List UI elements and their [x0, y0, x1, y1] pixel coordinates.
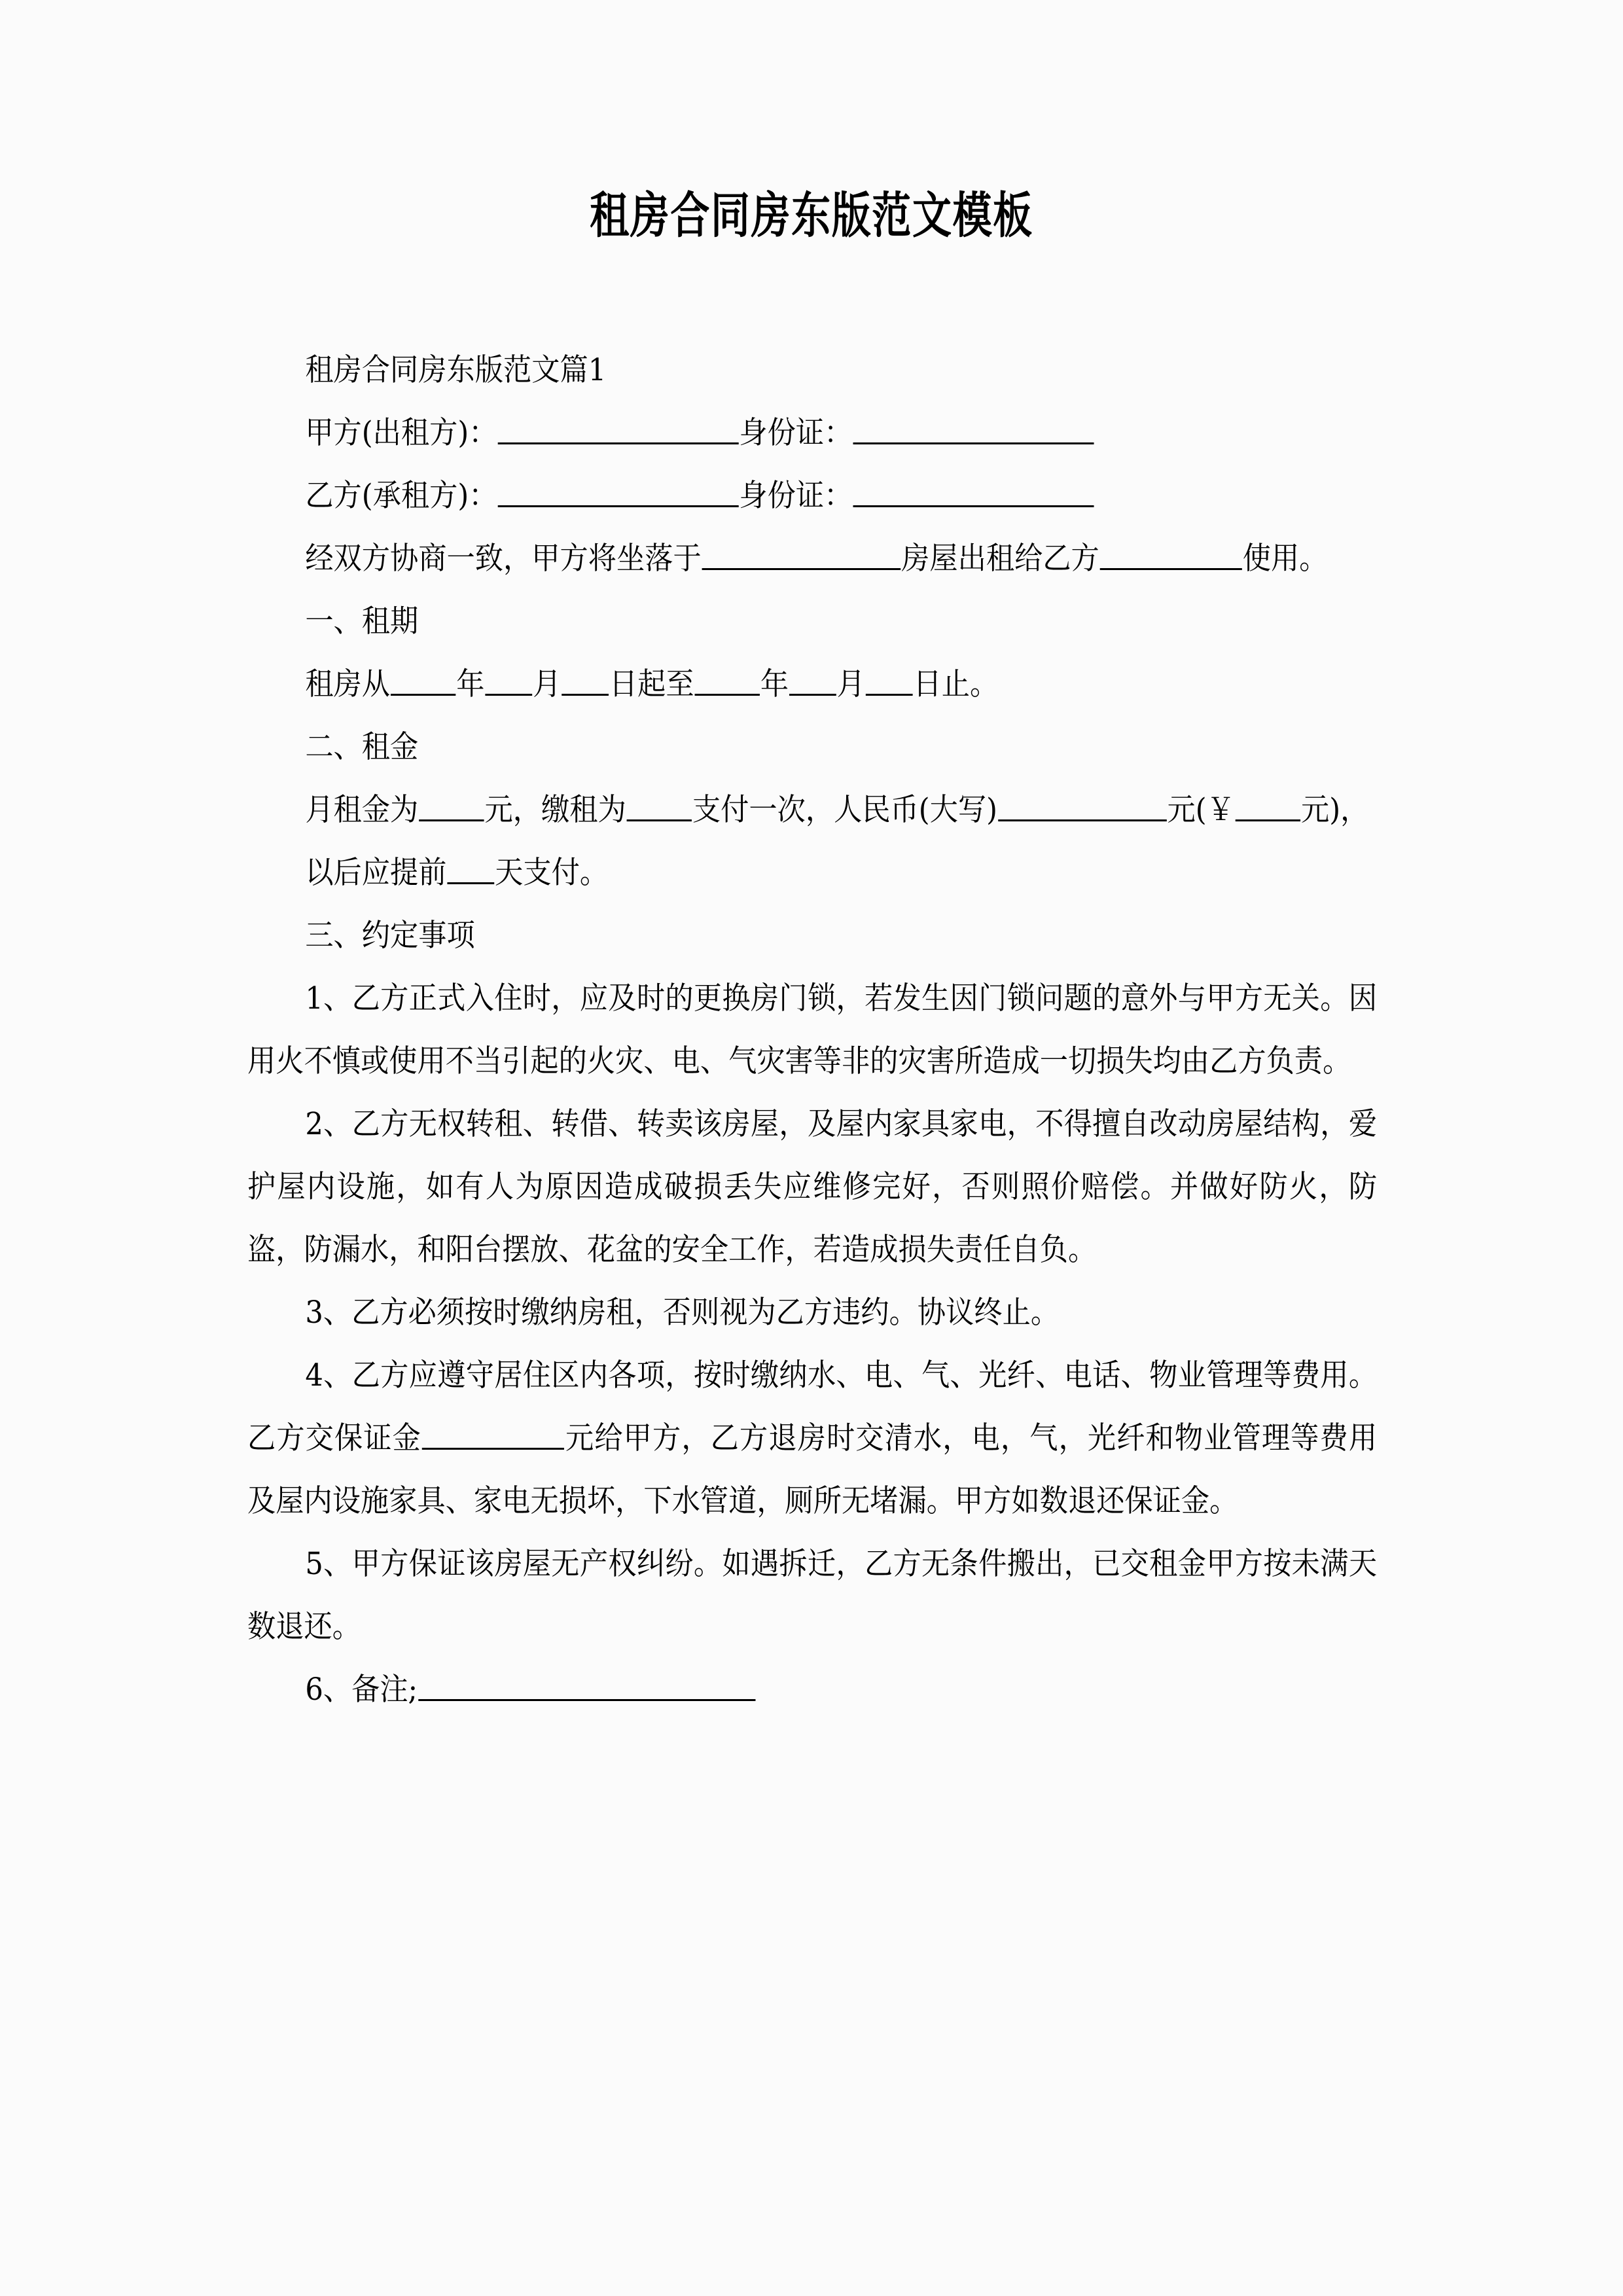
lease-term-segment-5: 年 — [760, 666, 789, 702]
preamble-segment-2: 房屋出租给乙方 — [901, 541, 1099, 577]
clause-6-label: 备注; — [351, 1672, 418, 1708]
clause-5-text: 甲方保证该房屋无产权纠纷。如遇拆迁，乙方无条件搬出，已交租金甲方按未满天数退还。 — [247, 1546, 1378, 1645]
advance-segment-2: 天支付。 — [495, 855, 609, 891]
article-heading — [247, 339, 1377, 402]
lease-term-segment-7: 日止。 — [913, 666, 999, 702]
clause-1-text: 乙方正式入住时，应及时的更换房门锁，若发生因门锁问题的意外与甲方无关。因用火不慎或使用不当引起的火灾、电、气灾害等非的灾害所造成一切损失均由乙方负责。 — [247, 980, 1378, 1079]
section-2-heading-text: 二、租金 — [305, 729, 419, 765]
lease-term-segment-6: 月 — [836, 666, 865, 702]
rent-segment-2: 元，缴租为 — [484, 792, 626, 828]
tenant-usage-field[interactable] — [1100, 541, 1242, 570]
clause-4-segment-2: 元给甲方，乙方退房时交清水，电，气，光纤和物业管理等费用及屋内设施家具、家电无损坏，下水管道，厕所无堵漏。甲方如数退还保证金。 — [247, 1420, 1378, 1519]
end-year-field[interactable] — [695, 666, 760, 696]
advance-segment-1: 以后应提前 — [305, 855, 447, 891]
lease-term-segment-4: 日起至 — [609, 666, 694, 702]
party-a-name-field[interactable] — [497, 415, 738, 444]
rent-segment-3: 支付一次，人民币(大写) — [692, 792, 998, 828]
start-month-field[interactable] — [485, 666, 532, 696]
rent-segment-5: 元)， — [1301, 792, 1369, 828]
section-1-heading — [247, 590, 1377, 653]
clause-item — [247, 1344, 1377, 1533]
monthly-rent-field[interactable] — [419, 792, 484, 821]
clause-item — [247, 1659, 1377, 1721]
party-b-id-field[interactable] — [853, 478, 1094, 507]
lease-term-segment-3: 月 — [533, 666, 562, 702]
document-body — [247, 339, 1377, 1721]
party-a-id-field[interactable] — [853, 415, 1094, 444]
preamble-segment-1: 经双方协商一致，甲方将坐落于 — [305, 541, 702, 577]
party-b-label: 乙方(承租方)： — [305, 478, 497, 514]
start-day-field[interactable] — [562, 666, 609, 696]
advance-payment-line — [247, 842, 1377, 905]
end-day-field[interactable] — [866, 666, 913, 696]
page-title: 租房合同房东版范文模板 — [590, 187, 1033, 244]
lease-term-segment-1: 租房从 — [305, 666, 391, 702]
party-a-id-label: 身份证： — [739, 415, 853, 451]
clause-3-text: 乙方必须按时缴纳房租，否则视为乙方违约。协议终止。 — [351, 1295, 1060, 1331]
lease-term-line — [247, 653, 1377, 716]
rent-segment-1: 月租金为 — [305, 792, 419, 828]
rent-in-words-field[interactable] — [998, 792, 1167, 821]
clause-item — [247, 1282, 1377, 1344]
preamble-paragraph — [247, 528, 1377, 590]
clause-6-number: 6、 — [305, 1672, 352, 1708]
end-month-field[interactable] — [789, 666, 836, 696]
clause-5-number: 5、 — [305, 1546, 352, 1582]
property-address-field[interactable] — [702, 541, 901, 570]
rent-in-figures-field[interactable] — [1236, 792, 1300, 821]
rent-amount-line — [247, 779, 1377, 842]
clause-3-number: 3、 — [305, 1295, 352, 1331]
clause-1-number: 1、 — [305, 980, 352, 1016]
rent-segment-4: 元(￥ — [1167, 792, 1235, 828]
article-heading-text: 租房合同房东版范文篇1 — [305, 352, 607, 388]
party-a-label: 甲方(出租方)： — [305, 415, 497, 451]
section-1-heading-text: 一、租期 — [305, 603, 419, 639]
clause-2-number: 2、 — [305, 1106, 352, 1142]
section-3-heading-text: 三、约定事项 — [305, 918, 475, 954]
lease-term-segment-2: 年 — [456, 666, 485, 702]
clause-4-segment-1: 乙方应遵守居住区内各项，按时缴纳水、电、气、光纤、电话、物业管理等费用。乙方交保证金 — [247, 1357, 1378, 1456]
deposit-amount-field[interactable] — [422, 1420, 564, 1450]
clause-2-text: 乙方无权转租、转借、转卖该房屋，及屋内家具家电，不得擅自改动房屋结构，爱护屋内设施，如有人为原因造成破损丢失应维修完好，否则照价赔偿。并做好防火，防盗，防漏水，和阳台摆放、花盆的安全工作，若造成损失责任自负。 — [247, 1106, 1378, 1268]
preamble-segment-3: 使用。 — [1242, 541, 1328, 577]
party-a-row — [247, 402, 1377, 465]
clause-item — [247, 967, 1377, 1093]
party-b-row — [247, 465, 1377, 528]
section-3-heading — [247, 905, 1377, 967]
section-2-heading — [247, 716, 1377, 779]
clause-item — [247, 1093, 1377, 1282]
remarks-field[interactable] — [418, 1672, 755, 1701]
party-b-id-label: 身份证： — [739, 478, 853, 514]
clause-item — [247, 1533, 1377, 1659]
clause-4-number: 4、 — [305, 1357, 352, 1393]
payment-frequency-field[interactable] — [627, 792, 692, 821]
advance-days-field[interactable] — [447, 855, 494, 884]
start-year-field[interactable] — [391, 666, 455, 696]
party-b-name-field[interactable] — [497, 478, 738, 507]
